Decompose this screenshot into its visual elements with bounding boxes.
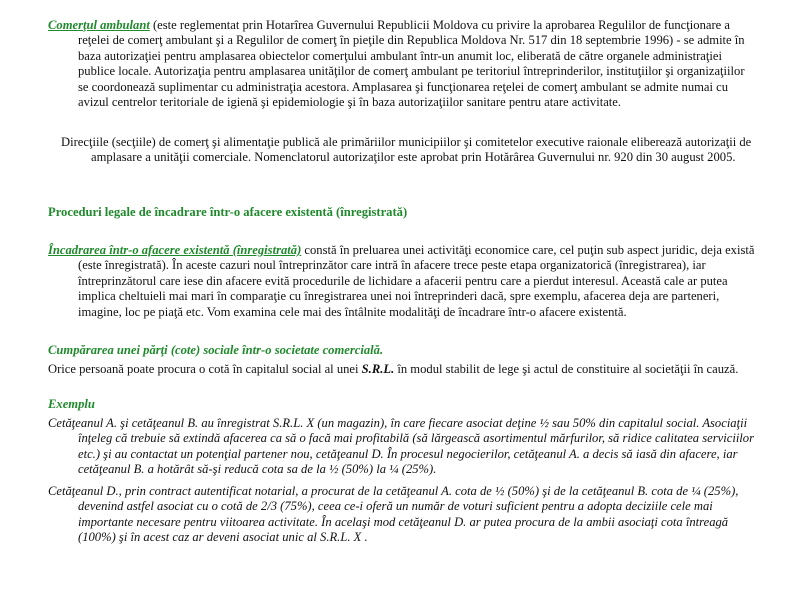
paragraph-exemplu-1 <box>48 416 756 478</box>
heading-text: Proceduri legale de încadrare într-o afacere existentă (înregistrată) <box>48 205 408 219</box>
paragraph-text: Cetăţeanul A. şi cetăţeanul B. au înregistrat S.R.L. X (un magazin), în care fiecare asociat deţine ½ sau 50% din capitalul social. Asociaţii înţeleg că trebuie să extindă afacerea ca să o facă mai profitabilă (să lărgească asortimentul mărfurilor, să ridice calitatea serviciilor etc.) şi au contactat un potenţial partener nou, cetăţeanul D. În procesul negocierilor, cetăţeanul A. a decis să iasă din afacere, iar cetăţeanul B. a hotărât să-şi reducă cota sa de la ½ (50%) la ¼ (25%). <box>48 416 755 477</box>
term-comert-ambulant: Comerţul ambulant <box>48 18 150 32</box>
srl-bold: S.R.L. <box>361 362 395 376</box>
paragraph-exemplu-2 <box>48 484 756 546</box>
paragraph-comert-ambulant <box>48 18 756 110</box>
paragraph-incadrare <box>48 243 756 320</box>
heading-text: Exemplu <box>48 397 95 411</box>
paragraph-text: Cetăţeanul D., prin contract autentificat notarial, a procurat de la cetăţeanul A. cota de ½ (50%) şi de la cetăţeanul B. cota de ¼ (25%), devenind astfel asociat cu o cotă de 2/3 (75%), ceea ce-i oferă un număr de voturi suficient pentru a adopta deciziile cele mai importante necesare pentru viitoarea activitate. În acelaşi mod cetăţeanul D. ar putea procura de la ambii asociaţi cota întreagă (100%) şi în acest caz ar deveni asociat unic al S.R.L. X . <box>48 484 739 545</box>
paragraph-text-after: în modul stabilit de lege şi actul de constituire al societăţii în cauză. <box>394 362 739 376</box>
heading-exemplu <box>48 397 756 412</box>
paragraph-orice-persoana <box>48 362 756 377</box>
paragraph-text: constă în preluarea unei activităţi economice care, cel puţin sub aspect juridic, deja există (este înregistrată). În aceste cazuri noul întreprinzător care intră în afacere trece peste etapa organizatorică (înregistrarea), iar întreprinzătorul care iese din afacere evită procedurile de lichidare a afacerii pentru care a pierdut interesul. Această cale ar putea implica cheltuieli mai mari în comparaţie cu înregistrarea unei noi întreprinderi dacă, spre exemplu, afacerea deja are parteneri, imagine, loc pe piaţă etc. Vom examina cele mai des întâlnite modalităţi de încadrare într-o afacere existentă. <box>78 243 755 319</box>
paragraph-text: (este reglementat prin Hotarîrea Guvernului Republicii Moldova cu privire la aprobarea Regulilor de funcţionare a reţelei de comerţ ambulant şi a Regulilor de comerţ în pieţile din Republica Moldova Nr. 517 din 18 septembrie 1996) - se admite în baza autorizaţiei pentru amplasarea obiectelor comerţului ambulant într-un anumit loc, eliberată de către organele administraţiei publice locale. Autorizaţia pentru amplasarea unităţilor de comerţ ambulant pe teritoriul întreprinderilor, instituţiilor şi organizaţiilor se coordonează suplimentar cu administraţia acestora. Amplasarea şi funcţionarea reţelei de comerţ ambulant se admite numai cu avizul centrelor teritoriale de igienă şi epidemiologie şi în baza autorizaţiilor sanitare pentru atare activitate. <box>78 18 745 110</box>
heading-proceduri-legale <box>48 205 756 220</box>
paragraph-text-before: Orice persoană poate procura o cotă în capitalul social al unei <box>48 362 362 376</box>
paragraph-directii <box>61 135 756 166</box>
heading-text: Cumpărarea unei părţi (cote) sociale într-o societate comercială. <box>48 343 384 357</box>
heading-cumpararea <box>48 343 756 358</box>
paragraph-text: Direcţiile (secţiile) de comerţ şi alimentaţie publică ale primăriilor municipiilor şi comitetelor executive raionale eliberează autorizaţii de amplasare a unităţii comerciale. Nomenclatorul autorizaţilor este aprobat prin Hotărârea Guvernului nr. 920 din 30 august 2005. <box>61 135 752 165</box>
term-incadrare: Încadrarea într-o afacere existentă (înregistrată) <box>48 243 302 257</box>
